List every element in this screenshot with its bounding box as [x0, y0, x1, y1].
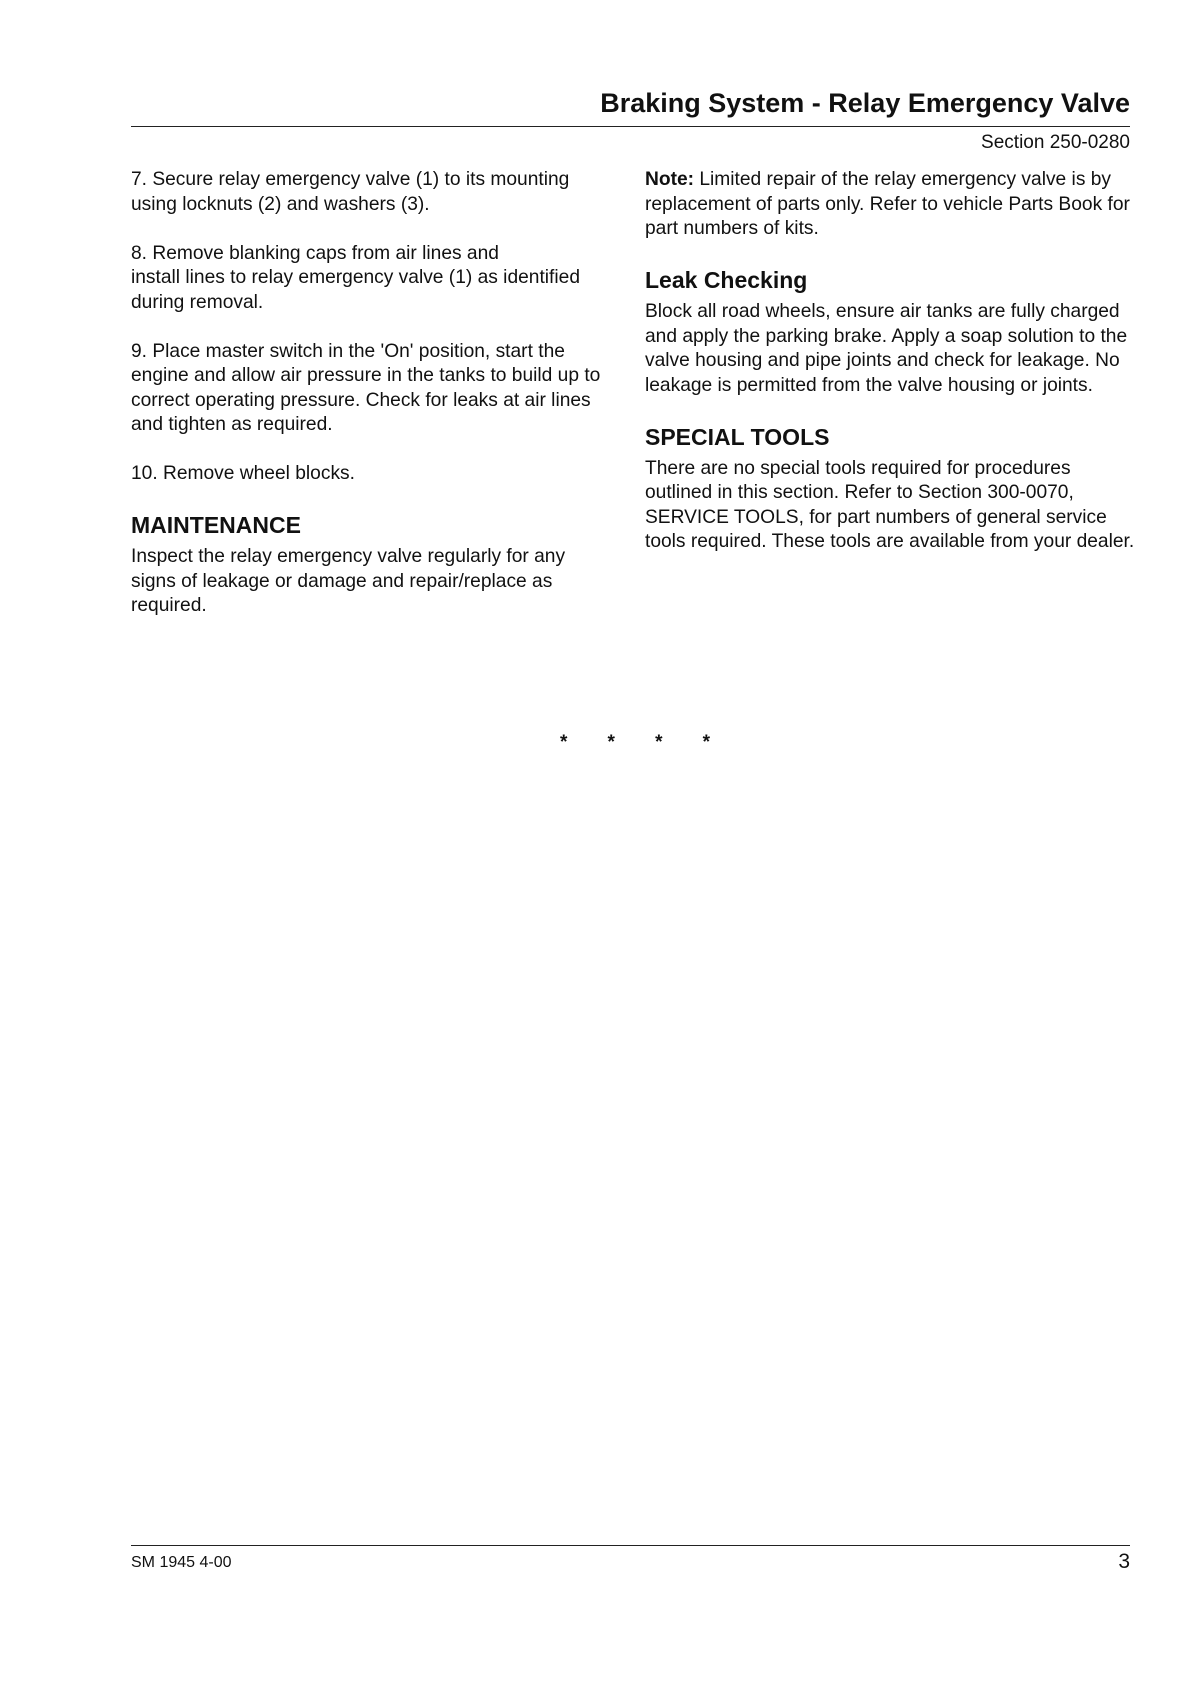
footer-divider [131, 1545, 1130, 1546]
end-star: * [702, 732, 710, 753]
right-column [645, 168, 1135, 579]
section-number: Section 250-0280 [981, 132, 1130, 153]
step-10: 10. Remove wheel blocks. [131, 463, 355, 484]
leak-checking-heading: Leak Checking [645, 267, 808, 293]
step-8-line-2: install lines to relay emergency valve (1) as identified during removal. [131, 267, 580, 313]
page-title: Braking System - Relay Emergency Valve [600, 88, 1130, 118]
note-label: Note: [645, 169, 695, 190]
end-star: * [560, 732, 568, 753]
step-7: 7. Secure relay emergency valve (1) to its mounting using locknuts (2) and washers (3). [131, 169, 570, 215]
special-tools-heading: SPECIAL TOOLS [645, 423, 830, 450]
step-8-line-1: 8. Remove blanking caps from air lines and [131, 242, 499, 264]
leak-checking-text: Block all road wheels, ensure air tanks are fully charged and apply the parking brake. Apply a soap solution to the valve housing and pipe joints and check for leakage. No leakage is permitted from the valve housing or joints. [645, 301, 1128, 396]
note-paragraph [645, 168, 1135, 242]
document-code: SM 1945 4-00 [131, 1554, 232, 1571]
maintenance-heading: MAINTENANCE [131, 512, 301, 538]
page-number: 3 [1118, 1550, 1130, 1573]
note-text: Limited repair of the relay emergency valve is by replacement of parts only. Refer to vehicle Parts Book for part numbers of kits. [645, 169, 1130, 239]
left-column [131, 168, 611, 643]
end-star: * [655, 732, 663, 753]
maintenance-text: Inspect the relay emergency valve regularly for any signs of leakage or damage and repair/replace as required. [131, 546, 566, 616]
end-star: * [607, 732, 615, 753]
special-tools-text: There are no special tools required for procedures outlined in this section. Refer to Section 300-0070, SERVICE TOOLS, for part numbers of general service tools required. These tools are available from your dealer. [645, 457, 1135, 552]
end-of-section-marks [560, 732, 710, 754]
header-divider [131, 126, 1130, 127]
step-9: 9. Place master switch in the 'On' position, start the engine and allow air pressure in the tanks to build up to correct operating pressure. Check for leaks at air lines and tighten as required. [131, 340, 601, 435]
